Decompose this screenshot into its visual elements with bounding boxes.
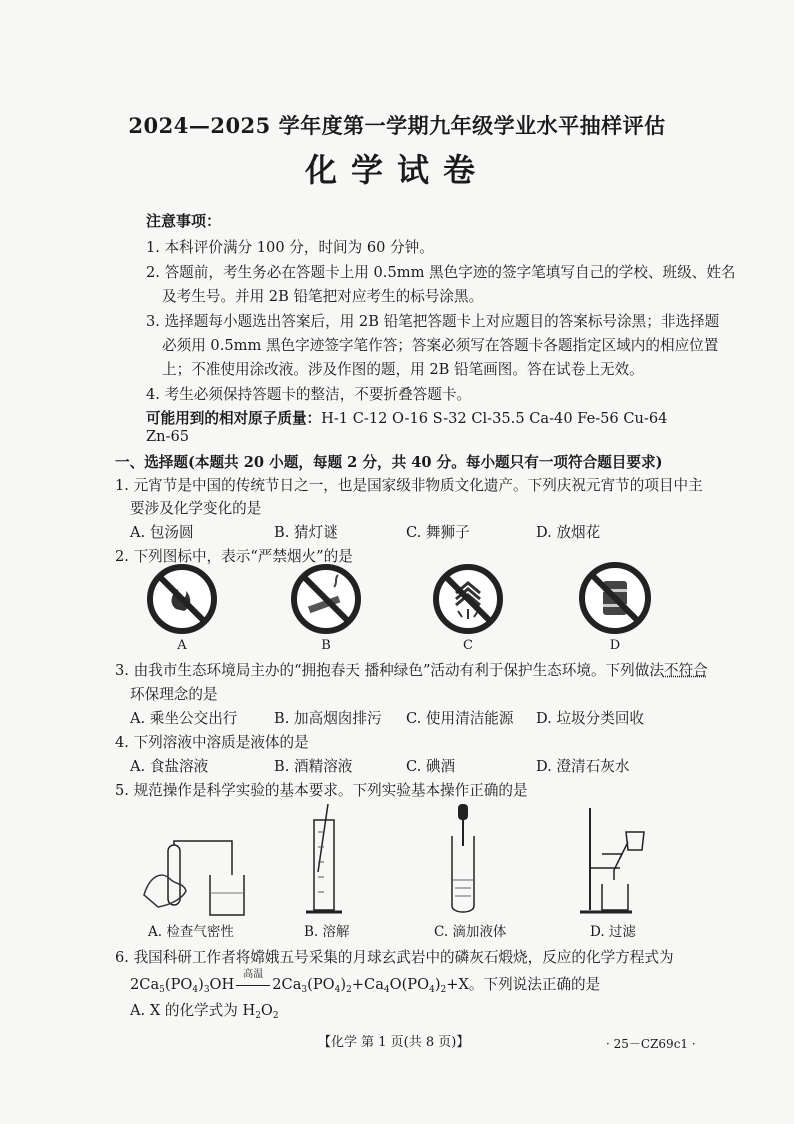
q1-option-c: C. 舞狮子 bbox=[406, 524, 470, 541]
atomic-mass-row bbox=[146, 407, 667, 428]
q4-option-b: B. 酒精溶液 bbox=[274, 758, 353, 775]
q3-stem-1 bbox=[115, 659, 708, 680]
paper-code: · 25－CZ69c1 · bbox=[606, 1037, 696, 1051]
q4-option-c: C. 碘酒 bbox=[406, 758, 456, 775]
q2-label-b: B bbox=[321, 638, 331, 653]
section1-title: 一、选择题(本题共 20 小题，每题 2 分，共 40 分。每小题只有一项符合题目要求) bbox=[115, 454, 663, 471]
q1-stem-2: 要涉及化学变化的是 bbox=[130, 500, 262, 517]
q1-option-a: A. 包汤圆 bbox=[130, 524, 194, 541]
notice-item-1: 1. 本科评价满分 100 分，时间为 60 分钟。 bbox=[146, 239, 434, 256]
q1-stem-1: 1. 元宵节是中国的传统节日之一，也是国家级非物质文化遗产。下列庆祝元宵节的项目中主 bbox=[115, 477, 703, 494]
q3-option-c: C. 使用清洁能源 bbox=[406, 710, 514, 727]
filtration-drawing bbox=[576, 806, 666, 918]
airtightness-check-drawing bbox=[140, 835, 250, 920]
notice-item-2: 2. 答题前，考生务必在答题卡上用 0.5mm 黑色字迹的签字笔填写自己的学校、班级、姓名 bbox=[146, 264, 736, 281]
q5-stem: 5. 规范操作是科学实验的基本要求。下列实验基本操作正确的是 bbox=[115, 782, 528, 799]
q5-label-d: D. 过滤 bbox=[590, 924, 636, 940]
q3-option-a: A. 乘坐公交出行 bbox=[130, 710, 238, 727]
q2-label-d: D bbox=[609, 638, 621, 653]
q4-option-d: D. 澄清石灰水 bbox=[536, 758, 630, 775]
q3-option-d: D. 垃圾分类回收 bbox=[536, 710, 645, 727]
atomic-mass-values: H-1 C-12 O-16 S-32 Cl-35.5 Ca-40 Fe-56 Cu-64 bbox=[321, 410, 668, 427]
q2-label-a: A bbox=[177, 638, 187, 653]
notice-item-2-cont: 及考生号。并用 2B 铅笔把对应考生的标号涂黑。 bbox=[162, 288, 484, 305]
q1-option-d: D. 放烟花 bbox=[536, 524, 601, 541]
no-smoking-icon bbox=[290, 563, 362, 635]
q6-equation: $2Ca_5(PO_4)_3OH$ 高温 $2Ca_3(PO_4)_2+Ca_4O(PO_4)_2+X$。下列说法正确的是 bbox=[130, 973, 600, 995]
q4-stem: 4. 下列溶液中溶质是液体的是 bbox=[115, 734, 309, 751]
q5-label-b: B. 溶解 bbox=[304, 924, 350, 940]
q6-option-a: A. X 的化学式为 $H_2O_2$ bbox=[130, 1002, 279, 1021]
q3-stem-2: 环保理念的是 bbox=[130, 686, 218, 703]
no-fireworks-icon bbox=[432, 563, 504, 635]
exam-title: 2024—2025 学年度第一学期九年级学业水平抽样评估 bbox=[128, 113, 666, 138]
q4-option-a: A. 食盐溶液 bbox=[130, 758, 209, 775]
notice-title: 注意事项： bbox=[146, 212, 222, 230]
no-flammable-icon bbox=[578, 561, 652, 635]
q3-emphasis: 不符合 bbox=[663, 662, 708, 679]
atomic-mass-values-2: Zn-65 bbox=[146, 428, 190, 445]
notice-item-3-cont: 必须用 0.5mm 黑色字迹签字笔作答；答案必须写在答题卡各题指定区域内的相应位置 bbox=[162, 337, 719, 354]
q3-option-b: B. 加高烟囱排污 bbox=[274, 710, 382, 727]
notice-item-3: 3. 选择题每小题选出答案后，用 2B 铅笔把答题卡上对应题目的答案标号涂黑；非选择题 bbox=[146, 313, 720, 330]
q5-label-a: A. 检查气密性 bbox=[148, 924, 234, 940]
q6-condition: 高温 bbox=[243, 969, 264, 980]
q2-stem: 2. 下列图标中，表示“严禁烟火”的是 bbox=[115, 548, 353, 565]
q6-stem-1: 6. 我国科研工作者将嫦娥五号采集的月球玄武岩中的磷灰石煅烧，反应的化学方程式为 bbox=[115, 949, 674, 966]
q2-label-c: C bbox=[463, 638, 473, 653]
q1-option-b: B. 猜灯谜 bbox=[274, 524, 338, 541]
notice-item-3-cont2: 上；不准使用涂改液。涉及作图的题，用 2B 铅笔画图。答在试卷上无效。 bbox=[162, 361, 644, 378]
notice-item-4: 4. 考生必须保持答题卡的整洁，不要折叠答题卡。 bbox=[146, 386, 472, 403]
no-fire-icon bbox=[146, 563, 218, 635]
subject-title: 化学试卷 bbox=[304, 151, 489, 189]
atomic-mass-label: 可能用到的相对原子质量： bbox=[146, 410, 322, 427]
q3-stem-text: 3. 由我市生态环境局主办的“拥抱春天 播种绿色”活动有利于保护生态环境。下列做法 bbox=[115, 662, 664, 679]
page-footer: 【化学 第 1 页(共 8 页)】 bbox=[318, 1035, 470, 1050]
dissolving-cylinder-drawing bbox=[300, 802, 350, 920]
q6-stem-end: 。下列说法正确的是 bbox=[468, 976, 601, 993]
q5-label-c: C. 滴加液体 bbox=[434, 924, 507, 940]
dropper-drawing bbox=[440, 802, 490, 920]
